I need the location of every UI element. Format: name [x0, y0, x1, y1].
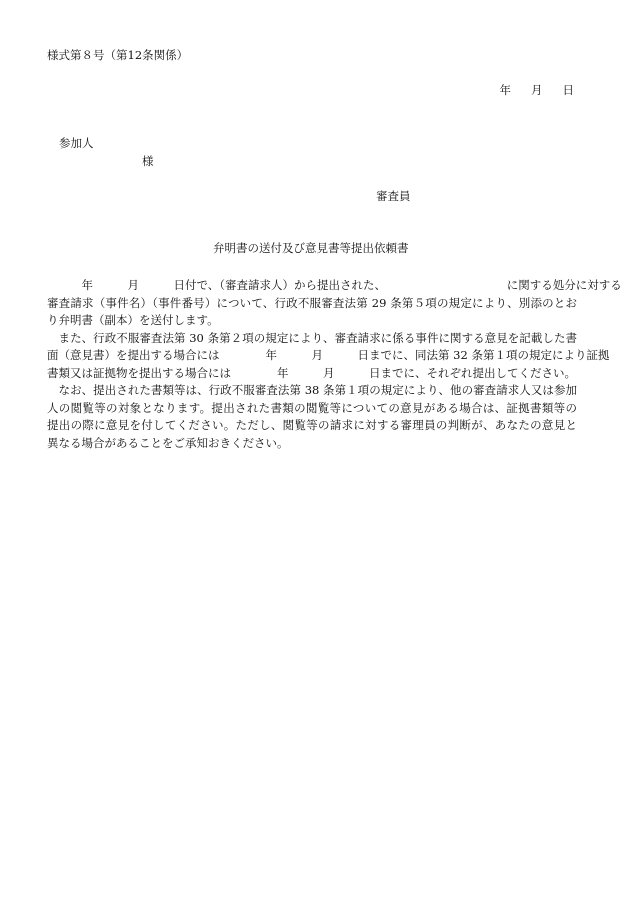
body-line: なお、提出された書類等は、行政不服審査法第 38 条第１項の規定により、他の審査請求人又は参加 [47, 383, 577, 397]
body-text [47, 277, 622, 452]
body-line: 提出の際に意見を付してください。ただし、閲覧等の請求に対する審理員の判断が、あなたの意見と [47, 418, 577, 432]
addressee-honorific: 様 [142, 154, 154, 168]
body-line: 年 月 日付で、（審査請求人）から提出された、 に関する処分に対する [47, 278, 622, 292]
body-line: 書類又は証拠物を提出する場合には 年 月 日までに、それぞれ提出してください。 [47, 365, 576, 380]
sender-title: 審査員 [376, 189, 411, 203]
body-line: 人の閲覧等の対象となります。提出された書類の閲覧等についての意見がある場合は、証拠書類等の [47, 400, 577, 415]
body-line: 審査請求（事件名）（事件番号）について、行政不服審査法第 29 条第５項の規定により、別添のとお [47, 295, 577, 310]
form-number: 様式第８号（第12条関係） [47, 48, 189, 62]
date-line [500, 85, 575, 97]
body-line: 異なる場合があることをご承知おきください。 [47, 435, 289, 450]
body-line: り弁明書（副本）を送付します。 [47, 313, 219, 327]
date-year: 年 [499, 83, 511, 97]
body-line: 面（意見書）を提出する場合には 年 月 日までに、同法第 32 条第１項の規定により証拠 [47, 348, 610, 362]
participant-label: 参加人 [59, 136, 94, 150]
date-month: 月 [531, 83, 543, 97]
document-title: 弁明書の送付及び意見書等提出依頼書 [213, 241, 409, 255]
date-day: 日 [562, 83, 574, 97]
body-line: また、行政不服審査法第 30 条第２項の規定により、審査請求に係る事件に関する意見を記載した書 [47, 330, 577, 345]
